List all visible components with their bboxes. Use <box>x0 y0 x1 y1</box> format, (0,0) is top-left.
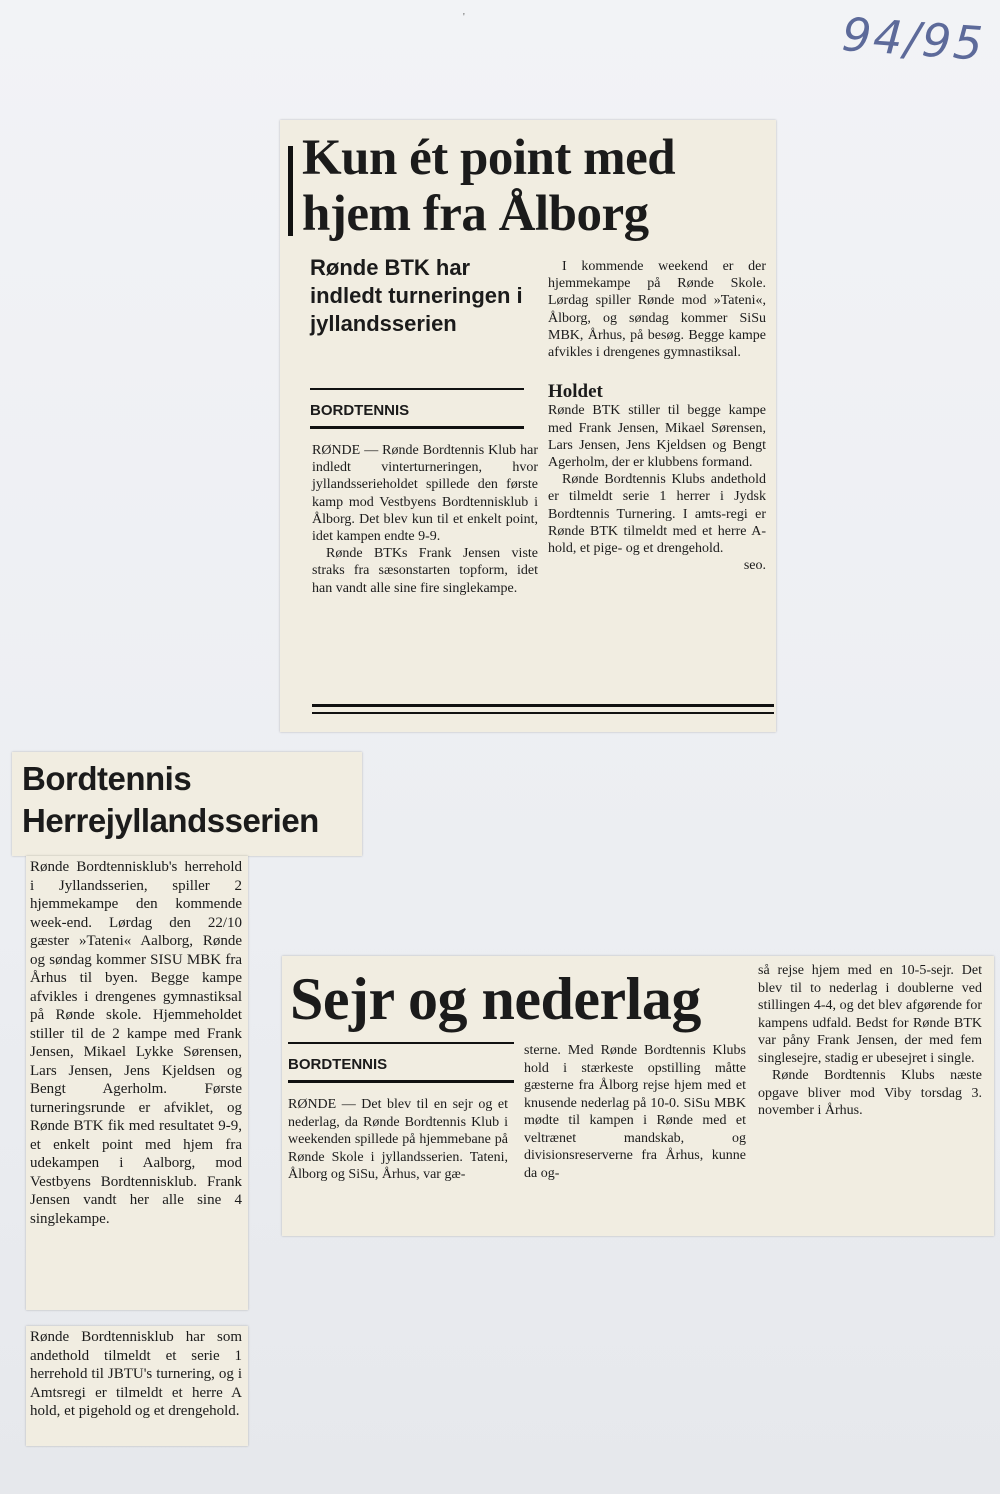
divider <box>310 388 524 390</box>
headline-line-1: Bordtennis <box>22 760 192 797</box>
handwritten-season-note: 94/95 <box>840 7 987 71</box>
clipping1-column-right <box>548 258 766 574</box>
divider <box>288 1042 514 1044</box>
clipping-andethold-note <box>26 1326 248 1446</box>
clipping1-subheadline: Rønde BTK har indledt turneringen i jyllandsserien <box>310 255 523 336</box>
clipping-herrejyllandsserien-heading <box>12 752 362 856</box>
headline-line-1: Kun ét point med <box>302 130 676 186</box>
clipping-sejr-og-nederlag <box>282 956 994 1236</box>
clipping3-section-label: BORDTENNIS <box>288 1056 388 1073</box>
paragraph: Rønde Bordtennis Klubs andethold er tilmeldt serie 1 herrer i Jydsk Bordtennis Turnering. I amts-regi er Rønde BTK tilmeldt med et herre A-hold, et pige- og et drengehold. <box>548 472 766 557</box>
paragraph: Rønde Bordtennis Klubs næste opgave bliver mod Viby torsdag 3. november i Århus. <box>758 1068 982 1118</box>
paragraph: I kommende weekend er der hjemmekampe på Rønde Skole. Lørdag spiller Rønde mod »Tateni«, Ålborg, og søndag kommer SiSu MBK, Århus, på besøg. Begge kampe afvikles i drengenes gymnastiksal. <box>548 259 766 361</box>
paragraph: RØNDE — Rønde Bordtennis Klub har indledt vinterturneringen, hvor jyllandsserieholdet spillede den første kamp mod Vestbyens Bordtennisklub i Ålborg. Det blev kun til et enkelt point, idet kampen endte 9-9. <box>312 443 538 545</box>
clipping3-column-3 <box>758 962 982 1120</box>
paragraph: så rejse hjem med en 10-5-sejr. Det blev til to nederlag i doublerne ved stillingen 4-4, og det blev afgørende for kampens udfald. Bedst for Rønde BTK var påny Frank Jensen, der med fem singlesejre, stadig er ubesejret i single. <box>758 963 982 1066</box>
clipping1-column-left <box>312 442 538 597</box>
divider <box>312 712 774 714</box>
divider <box>312 704 774 707</box>
headline-line-2: hjem fra Ålborg <box>302 186 649 242</box>
clipping1-section-label: BORDTENNIS <box>310 402 410 419</box>
clipping-herrejyllandsserien-body <box>26 856 248 1310</box>
paragraph: Rønde BTK stiller til begge kampe med Frank Jensen, Mikael Sørensen, Lars Jensen, Jens Kjeldsen og Bengt Agerholm, der er klubbens formand. <box>548 403 766 471</box>
divider <box>310 426 524 429</box>
clipping2-headline <box>22 758 362 842</box>
page-mark: ' <box>463 12 465 23</box>
paragraph: RØNDE — Det blev til en sejr og et nederlag, da Rønde Bordtennis Klub i weekenden spillede på hjemmebane på Rønde Skole i jyllandsserien. Tateni, Ålborg og SiSu, Århus, var gæ- <box>288 1097 508 1182</box>
paragraph: Rønde BTKs Frank Jensen viste straks fra sæsonstarten topform, idet han vandt alle sine fire singlekampe. <box>312 546 538 596</box>
byline: seo. <box>743 558 766 574</box>
paragraph: Rønde Bordtennisklub har som andethold tilmeldt et serie 1 herrehold til JBTU's turnering, og i Amtsregi er tilmeldt et herre A hold, et pigehold og et drengehold. <box>30 1329 242 1419</box>
paragraph: Rønde Bordtennisklub's herrehold i Jyllandsserien, spiller 2 hjemmekampe den kommende week-end. Lørdag den 22/10 gæster »Tateni« Aalborg, Rønde og søndag kommer SISU MBK fra Århus til byen. Begge kampe afvikles i drengenes gymnastiksal på Rønde skole. Hjemmeholdet stiller til de 2 kampe med Frank Jensen, Mikael Lykke Sørensen, Lars Jensen, Jens Kjeldsen og Bengt Agerholm. Første turneringsrunde er afviklet, og Rønde BTK fik med resultatet 9-9, et enkelt point med hjem fra udekampen i Aalborg, mod Vestbyens Bordtennisklub. Frank Jensen vandt her alle sine 4 singlekampe. <box>30 859 242 1227</box>
clipping3-column-1 <box>288 1096 508 1184</box>
clipping3-column-2 <box>524 1042 746 1182</box>
paragraph: sterne. Med Rønde Bordtennis Klubs hold i stærkeste opstilling måtte gæsterne fra Ålborg rejse hjem med et knusende nederlag på 10-0. SiSu MBK mødte til kampen i Rønde med et veltrænet mandskab, og divisionsreserverne fra Århus, kunne da og- <box>524 1043 746 1181</box>
clipping3-headline: Sejr og nederlag <box>290 966 701 1032</box>
headline-bar <box>288 146 293 236</box>
clipping1-headline <box>302 130 772 242</box>
headline-line-2: Herrejyllandsserien <box>22 802 319 839</box>
divider <box>288 1080 514 1083</box>
clipping-kun-et-point <box>280 120 776 732</box>
clipping1-subhead: Holdet <box>548 381 603 403</box>
